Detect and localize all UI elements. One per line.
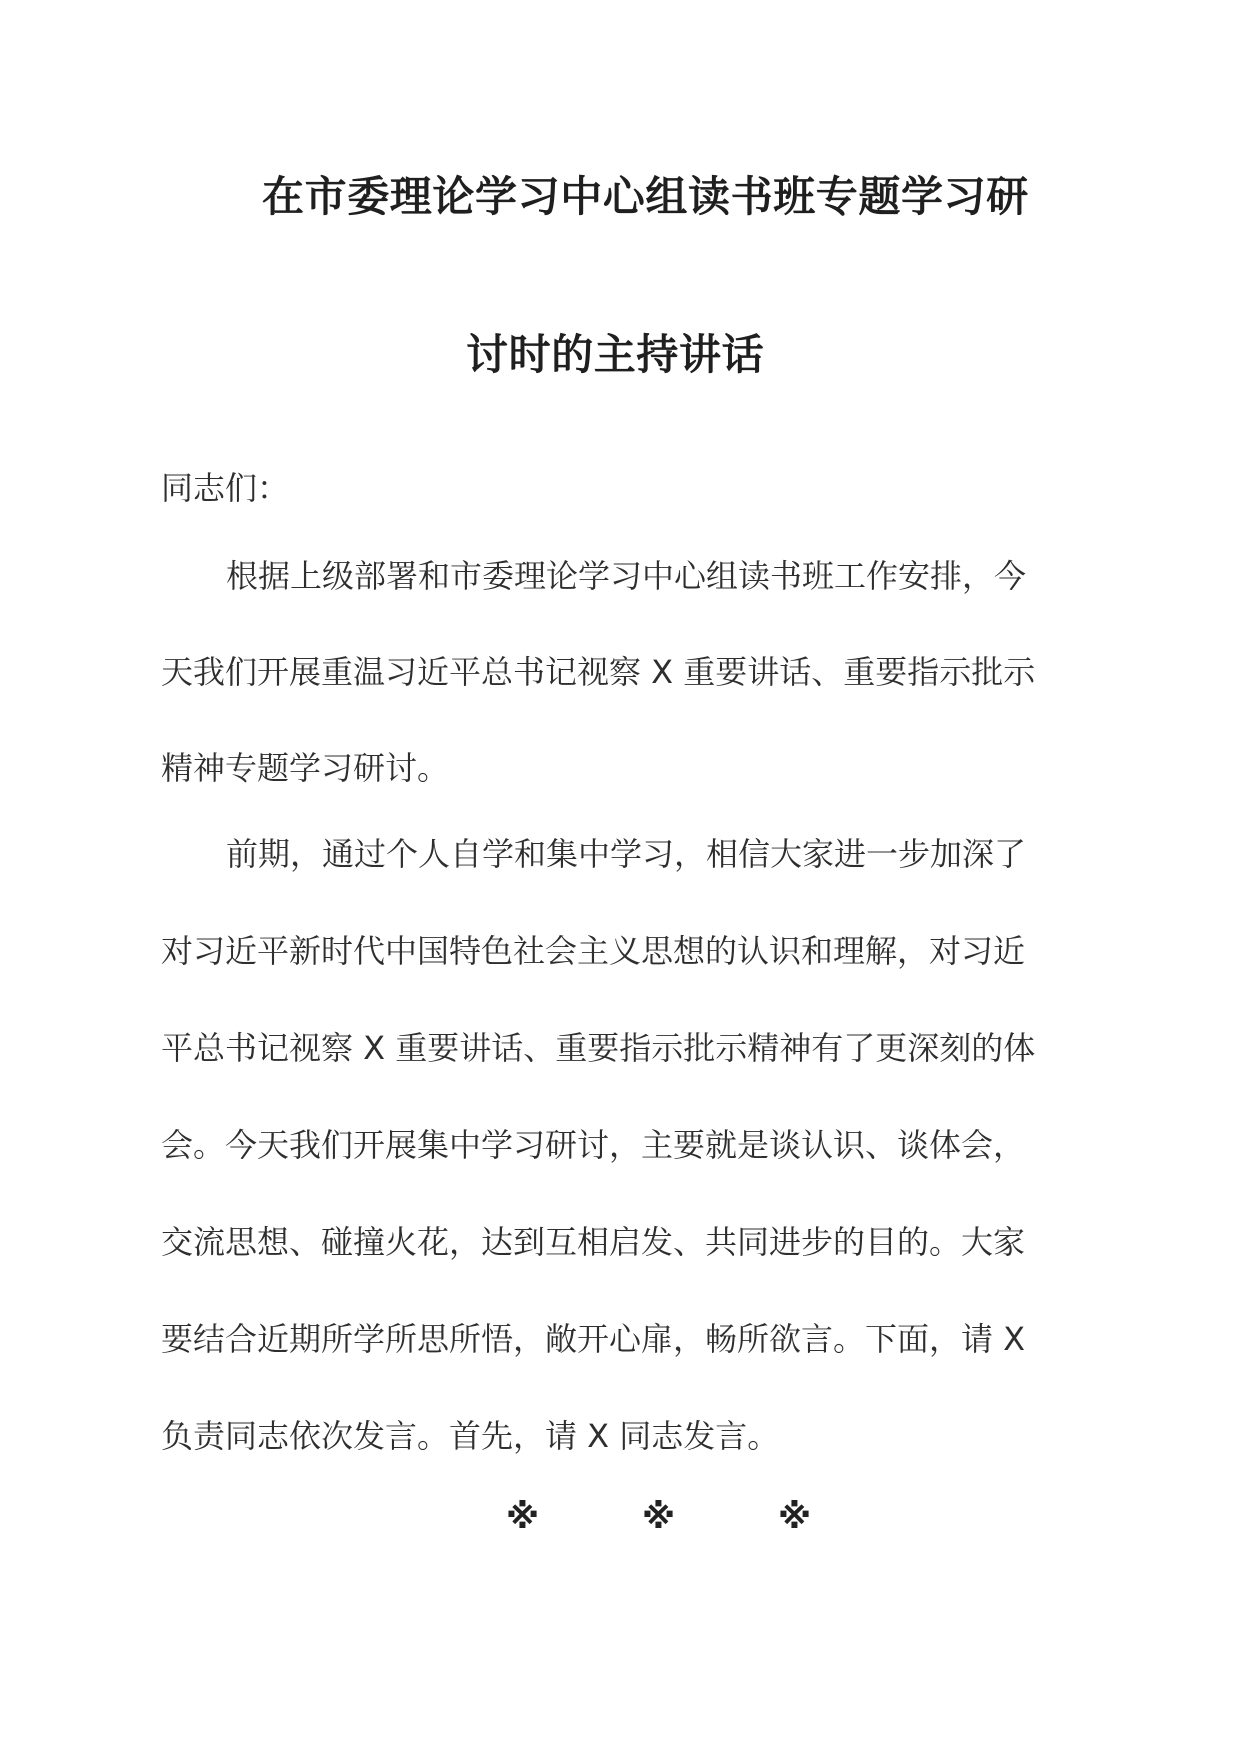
paragraph-1-line-1: 根据上级部署和市委理论学习中心组读书班工作安排，今 <box>226 557 1027 595</box>
paragraph-2-line-5: 交流思想、碰撞火花，达到互相启发、共同进步的目的。大家 <box>161 1223 1026 1261</box>
separator-mark-3: ※ <box>778 1497 812 1537</box>
paragraph-2-line-7: 负责同志依次发言。首先，请 X 同志发言。 <box>161 1417 780 1455</box>
paragraph-2-line-3: 平总书记视察 X 重要讲话、重要指示批示精神有了更深刻的体 <box>161 1029 1036 1067</box>
paragraph-1-line-2: 天我们开展重温习近平总书记视察 X 重要讲话、重要指示批示 <box>161 653 1036 691</box>
paragraph-2-line-6: 要结合近期所学所思所悟，敞开心扉，畅所欲言。下面，请 X <box>161 1320 1026 1358</box>
document-title-line-1: 在市委理论学习中心组读书班专题学习研 <box>262 172 1029 221</box>
salutation: 同志们： <box>161 469 290 507</box>
separator-mark-1: ※ <box>506 1497 540 1537</box>
paragraph-2-line-1: 前期，通过个人自学和集中学习，相信大家进一步加深了 <box>226 835 1027 873</box>
paragraph-1-line-3: 精神专题学习研讨。 <box>161 749 450 787</box>
paragraph-2-line-2: 对习近平新时代中国特色社会主义思想的认识和理解，对习近 <box>161 932 1026 970</box>
paragraph-2-line-4: 会。今天我们开展集中学习研讨，主要就是谈认识、谈体会， <box>161 1126 1026 1164</box>
separator-mark-2: ※ <box>642 1497 676 1537</box>
document-title-line-2: 讨时的主持讲话 <box>466 330 765 379</box>
